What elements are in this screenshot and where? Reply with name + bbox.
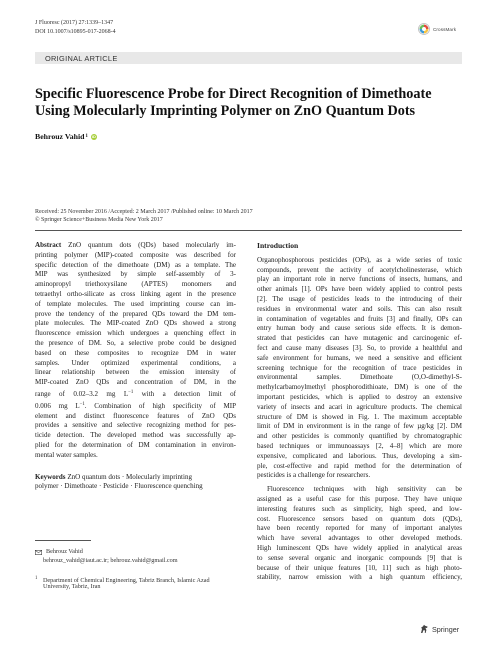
intro-line: expensive, complicated and laborious. Thus, developing a sim- xyxy=(257,451,462,460)
abstract-line: the presence of DM. So, a selective probe could be designed xyxy=(35,338,236,347)
correspondence xyxy=(35,548,83,556)
intro-paragraph-1 xyxy=(257,256,462,481)
intro-line: variety of insects and acari in agriculture products. The chemical xyxy=(257,402,462,411)
orcid-icon[interactable]: iD xyxy=(91,133,96,139)
keywords-label: Keywords xyxy=(35,472,66,481)
unit-superscript: −1 xyxy=(79,401,85,407)
copyright-notice: © Springer Science+Business Media New York 2017 xyxy=(35,217,163,223)
intro-line: Organophosphorous pesticides (OPs), as a wide series of toxic xyxy=(257,255,462,264)
intro-line: based techniques or immunoassays [2, 4–8] which are more xyxy=(257,441,462,450)
unit-superscript: −1 xyxy=(128,389,134,395)
intro-line: screening technique for the recognition of trace pesticides in xyxy=(257,363,462,372)
intro-line: safe environment for humans, we need a sensitive and efficient xyxy=(257,353,462,362)
abstract-line: range of 0.02–3.2 mg $L^{-1}$ with a detection limit of xyxy=(35,389,236,398)
intro-line: and other pesticides is commonly quantified by chromatographic xyxy=(257,432,462,441)
affiliation-mark: 1 xyxy=(35,576,38,581)
abstract-line: element and distinct fluorescence features of ZnO QDs xyxy=(35,411,236,420)
header-divider xyxy=(35,230,462,231)
doi-link[interactable]: DOI 10.1007/s10895-017-2068-4 xyxy=(35,29,116,35)
intro-line: entry human body and cause serious side effects. It is demon- xyxy=(257,324,462,333)
abstract-line: provides a sensitive and selective recognizing method for pes- xyxy=(35,421,236,430)
intro-line: limit of DM in environment is in the range of few µg/kg [2]. DM xyxy=(257,422,462,431)
author-line xyxy=(35,132,97,141)
crossmark-badge[interactable] xyxy=(418,23,456,35)
title-line-1: Specific Fluorescence Probe for Direct Recognition of Dimethoate xyxy=(35,86,432,102)
envelope-icon xyxy=(35,550,42,555)
intro-line: important pesticides, which is applied to destroy an extensive xyxy=(257,392,462,401)
intro-line: because of their unique features [10, 11] such as high photo- xyxy=(257,563,462,572)
intro-line: cost. Fluorescence sensors based on quantum dots (QDs), xyxy=(257,514,462,523)
abstract-line: MIP was synthesized by simple self-assembly of 3- xyxy=(35,270,236,279)
abstract-line: ticide detection. The developed method was successfully ap- xyxy=(35,431,236,440)
intro-line: to sense several organic and inorganic compounds [9] that is xyxy=(257,553,462,562)
article-dates: Received: 25 November 2016 /Accepted: 2 March 2017 /Published online: 10 March 2017 xyxy=(35,209,253,215)
intro-line: methylcarbamoylmethyl phosphorodithioate, DM) is one of the xyxy=(257,383,462,392)
abstract-column xyxy=(35,241,236,492)
correspondence-emails[interactable]: behrouz_vahid@iaut.ac.ir; behrouz.vahid@gmail.com xyxy=(43,557,178,564)
abstract-line: samples. Under optimized experimental conditions, a xyxy=(35,358,236,367)
intro-line: stability, narrow emission with a high quantum efficiency, xyxy=(257,573,462,582)
intro-line: residues in environmental water and soils. This can also result xyxy=(257,304,462,313)
section-heading-introduction: Introduction xyxy=(257,241,299,250)
article-title xyxy=(35,86,465,120)
keywords-line: polymer · Dimethoate · Pesticide · Fluorescence quenching xyxy=(35,482,203,491)
springer-horse-icon xyxy=(420,624,429,634)
abstract-line: printing polymer (MIP)-coated composite was described for xyxy=(35,250,236,259)
correspondence-name: Behrouz Vahid xyxy=(46,548,83,555)
abstract-line: 0.006 mg $L^{-1}$. Combination of high specificity of MIP xyxy=(35,401,236,410)
abstract-line: mental water samples. xyxy=(35,450,98,459)
intro-line: Fluorescence techniques with high sensitivity can be xyxy=(267,485,462,494)
abstract-line: Abstract ZnO quantum dots (QDs) based molecularly im- xyxy=(35,241,236,249)
footnote-divider xyxy=(35,540,91,541)
abstract-line: fluorescence emission which undergoes a quenching effect in xyxy=(35,329,236,338)
title-line-2: Using Molecularly Imprinting Polymer on ZnO Quantum Dots xyxy=(35,103,416,119)
intro-line: other animals [1]. OPs have been widely applied to control pests xyxy=(257,285,462,294)
abstract-line: MIP-coated ZnO QDs and concentration of DM, in the xyxy=(35,378,236,387)
affiliation-line-1: Department of Chemical Engineering, Tabriz Branch, Islamic Azad xyxy=(42,577,210,584)
intro-line: environmental samples. Dimethoate (O,O-dimethyl-S- xyxy=(257,373,462,382)
intro-line: High luminescent QDs have widely applied in analytical areas xyxy=(257,543,462,552)
intro-line: which have several advantages to other developed methods. xyxy=(257,534,462,543)
abstract-line: prove the tendency of the prepared QDs toward the DM tem- xyxy=(35,309,236,318)
abstract-line: based on these composites to recognize DM in water xyxy=(35,348,236,357)
author-name[interactable]: Behrouz Vahid xyxy=(35,132,85,141)
intro-line: play an important role in nerve functions of insects, humans, and xyxy=(257,275,462,284)
publisher-name: Springer xyxy=(432,624,460,634)
abstract-line: plate molecules. The MIP-coated ZnO QDs showed a strong xyxy=(35,319,236,328)
intro-line: have been recently reported for many of important analytes xyxy=(257,524,462,533)
keywords-line: ZnO quantum dots · Molecularly imprinting xyxy=(67,472,192,481)
abstract-line: linear relationship between the emission intensity of xyxy=(35,368,236,377)
intro-line: in contamination of vegetables and fruits [3] and finally, OPs can xyxy=(257,314,462,323)
journal-citation: J Fluoresc (2017) 27:1339–1347 xyxy=(35,20,114,26)
abstract-line: specific detection of the dimethoate (DM) as a template. The xyxy=(35,260,236,269)
intro-line: structure of DM is showed in Fig. 1. The maximum acceptable xyxy=(257,412,462,421)
abstract-line: aminopropyl triethoxysilane (APTES) monomers and xyxy=(35,280,236,289)
abstract-line: of template molecules. The used imprinting course can im- xyxy=(35,299,236,308)
intro-line: ple, cost-effective and rapid method for the determination of xyxy=(257,461,462,470)
intro-line: fect and cause many diseases [3]. So, to provide a healthful and xyxy=(257,343,462,352)
abstract-label: Abstract xyxy=(35,241,62,249)
crossmark-label: CrossMark xyxy=(433,26,457,32)
introduction-column xyxy=(257,241,462,583)
affiliation-line-2: University, Tabriz, Iran xyxy=(43,583,101,590)
intro-line: compounds, prevent the activity of acetylcholinesterase, which xyxy=(257,265,462,274)
intro-line: interesting features such as simplicity, high speed, and low- xyxy=(257,504,462,513)
article-type: ORIGINAL ARTICLE xyxy=(45,54,118,63)
intro-line: [2]. The usage of pesticides leads to the introducing of their xyxy=(257,294,462,303)
intro-line: assigned as a useful case for this purpose. They have unique xyxy=(257,494,462,503)
intro-line: strated that pesticides can have mutagenic and carcinogenic ef- xyxy=(257,334,462,343)
abstract xyxy=(35,241,236,461)
keywords xyxy=(35,473,236,493)
crossmark-icon xyxy=(418,23,430,35)
intro-line: pesticides is a challenge for researchers. xyxy=(257,471,371,480)
publisher-logo xyxy=(420,624,459,634)
intro-paragraph-2 xyxy=(257,485,462,583)
author-affil-mark: 1 xyxy=(85,134,88,139)
abstract-line: plied for the determination of DM contamination in environ- xyxy=(35,440,236,449)
abstract-line: tetraethyl ortho-silicate as cross linking agent in the presence xyxy=(35,289,236,298)
